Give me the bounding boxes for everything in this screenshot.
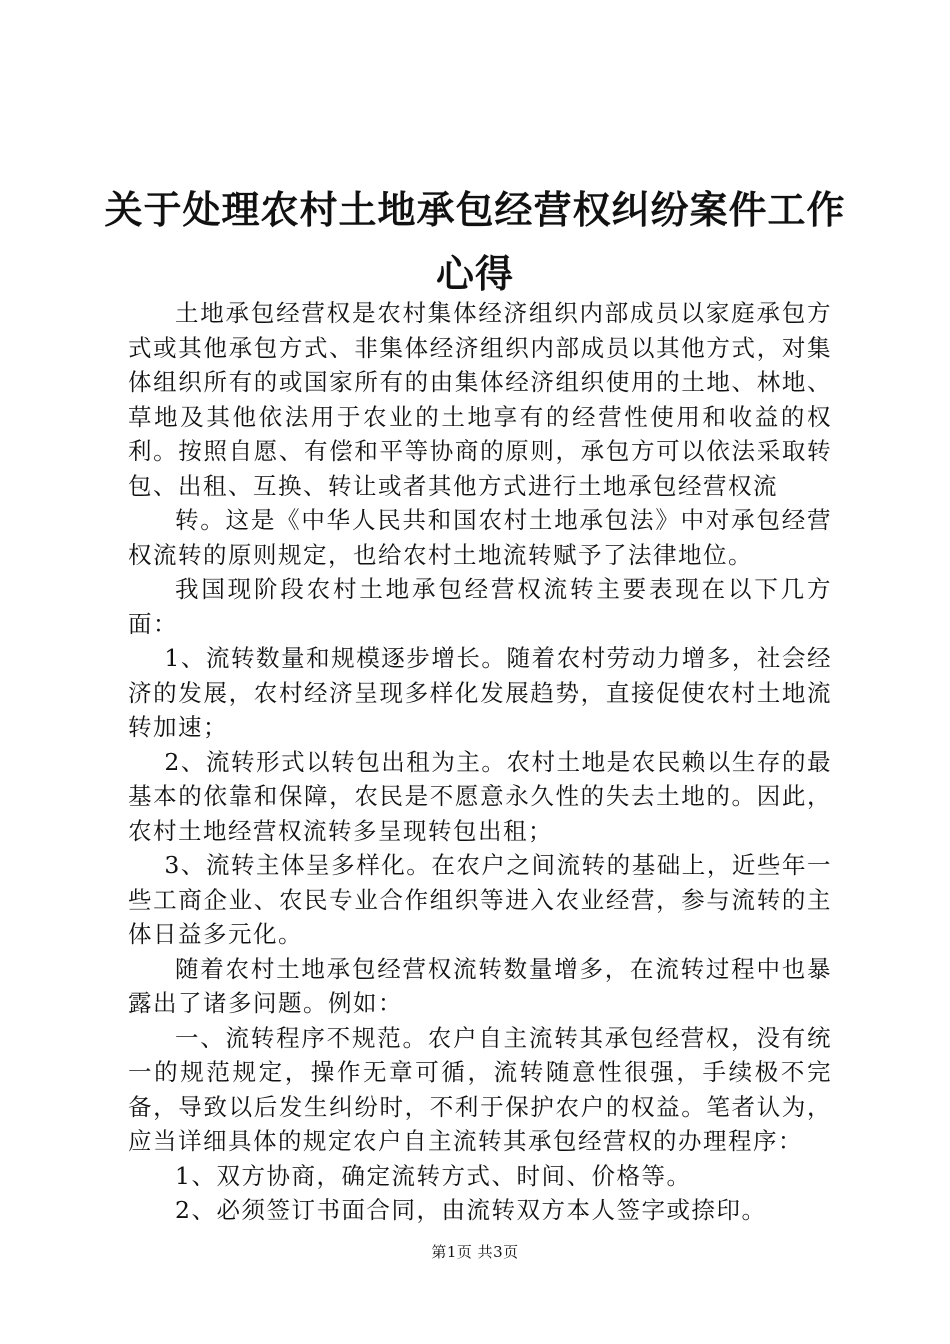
paragraph: 2、必须签订书面合同，由流转双方本人签字或捺印。 (175, 1196, 767, 1224)
paragraph: 1、流转数量和规模逐步增长。随着农村劳动力增多，社会经济的发展，农村经济呈现多样化发展趋势，直接促使农村土地流转加速； (128, 644, 832, 741)
paragraph: 土地承包经营权是农村集体经济组织内部成员以家庭承包方式或其他承包方式、非集体经济组织内部成员以其他方式，对集体组织所有的或国家所有的由集体经济组织使用的土地、林地、草地及其他依法用于农业的土地享有的经营性使用和收益的权利。按照自愿、有偿和平等协商的原则，承包方可以依法采取转包、出租、互换、转让或者其他方式进行土地承包经营权流 (128, 299, 832, 500)
paragraph: 3、流转主体呈多样化。在农户之间流转的基础上，近些年一些工商企业、农民专业合作组织等进入农业经营，参与流转的主体日益多元化。 (128, 851, 832, 948)
paragraph: 随着农村土地承包经营权流转数量增多，在流转过程中也暴露出了诸多问题。例如： (128, 954, 832, 1017)
paragraph: 1、双方协商，确定流转方式、时间、价格等。 (175, 1161, 692, 1190)
page-number-footer: 第1页 共3页 (431, 1243, 519, 1261)
paragraph: 我国现阶段农村土地承包经营权流转主要表现在以下几方面： (128, 575, 832, 638)
paragraph: 一、流转程序不规范。农户自主流转其承包经营权，没有统一的规范规定，操作无章可循，流转随意性很强，手续极不完备，导致以后发生纠纷时，不利于保护农户的权益。笔者认为，应当详细具体的规定农户自主流转其承包经营权的办理程序： (128, 1023, 832, 1155)
paragraph: 2、流转形式以转包出租为主。农村土地是农民赖以生存的最基本的依靠和保障，农民是不愿意永久性的失去土地的。因此，农村土地经营权流转多呈现转包出租； (128, 747, 832, 845)
document-title: 关于处理农村土地承包经营权纠纷案件工作心得 (104, 188, 846, 296)
document-body (128, 296, 832, 1228)
paragraph: 转。这是《中华人民共和国农村土地承包法》中对承包经营权流转的原则规定，也给农村土地流转赋予了法律地位。 (128, 506, 832, 569)
